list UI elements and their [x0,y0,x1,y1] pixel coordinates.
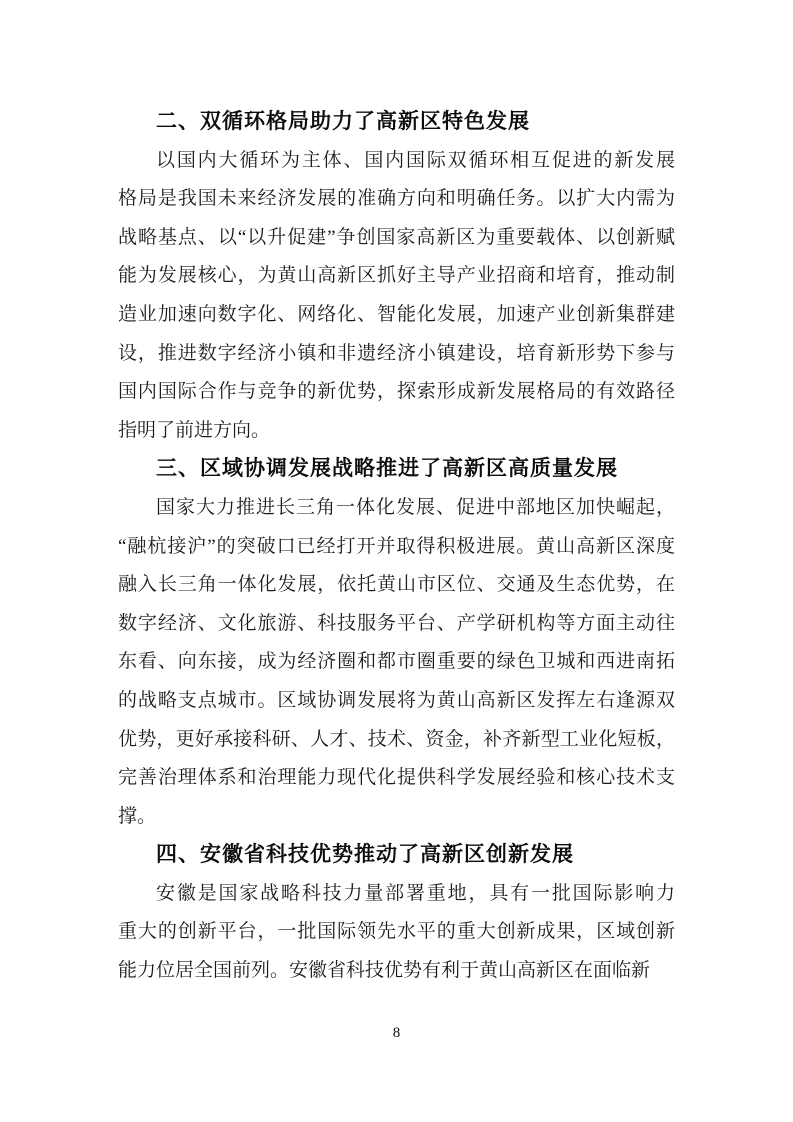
text-line: 造业加速向数字化、网络化、智能化发展，加速产业创新集群建 [118,303,675,325]
text-line: 撑。 [118,805,157,827]
text-line: 安徽是国家战略科技力量部署重地，具有一批国际影响力 [156,882,675,904]
text-line: 国内国际合作与竞争的新优势，探索形成新发展格局的有效路径 [118,381,675,403]
text-line: 指明了前进方向。 [118,419,271,441]
text-line: 格局是我国未来经济发展的准确方向和明确任务。以扩大内需为 [118,188,675,210]
section-heading: 三、区域协调发展战略推进了高新区高质量发展 [156,457,618,481]
text-line: 东看、向东接，成为经济圈和都市圈重要的绿色卫城和西进南拓 [118,651,675,673]
text-line: 国家大力推进长三角一体化发展、促进中部地区加快崛起， [156,496,675,518]
text-line: “融杭接沪”的突破口已经打开并取得积极进展。黄山高新区深度 [118,535,675,557]
text-line: 战略基点、以“以升促建”争创国家高新区为重要载体、以创新赋 [118,226,675,248]
document-content [118,103,675,991]
paragraph [118,875,675,991]
text-line: 以国内大循环为主体、国内国际双循环相互促进的新发展 [156,149,675,171]
page-footer [0,1024,793,1042]
text-line: 能为发展核心，为黄山高新区抓好主导产业招商和培育，推动制 [118,265,675,287]
text-line: 重大的创新平台，一批国际领先水平的重大创新成果，区域创新 [118,921,675,943]
text-line: 的战略支点城市。区域协调发展将为黄山高新区发挥左右逢源双 [118,689,675,711]
paragraph [118,489,675,836]
text-line: 数字经济、文化旅游、科技服务平台、产学研机构等方面主动往 [118,612,675,634]
section-heading: 四、安徽省科技优势推动了高新区创新发展 [156,843,574,867]
page-number: 8 [392,1025,401,1041]
section-heading: 二、双循环格局助力了高新区特色发展 [156,110,530,133]
text-line: 设，推进数字经济小镇和非遗经济小镇建设，培育新形势下参与 [118,342,675,364]
paragraph [118,142,675,451]
text-line: 融入长三角一体化发展，依托黄山市区位、交通及生态优势，在 [118,574,675,596]
text-line: 能力位居全国前列。安徽省科技优势有利于黄山高新区在面临新 [118,960,651,982]
text-line: 优势，更好承接科研、人才、技术、资金，补齐新型工业化短板， [118,728,675,750]
text-line: 完善治理体系和治理能力现代化提供科学发展经验和核心技术支 [118,767,675,789]
